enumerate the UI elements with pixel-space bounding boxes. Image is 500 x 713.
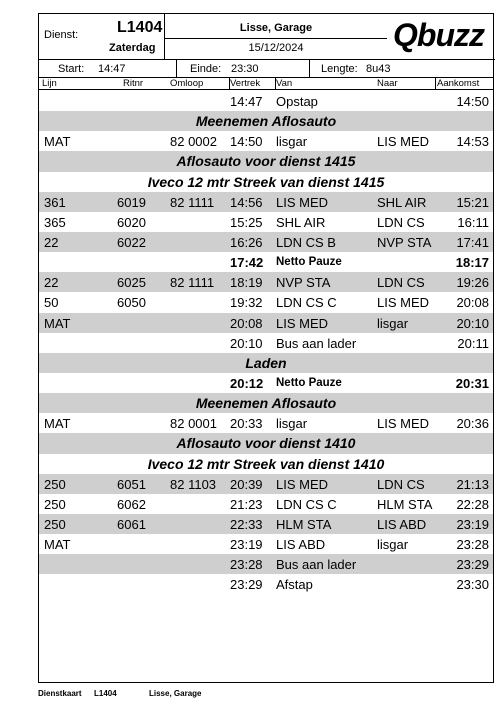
cell-van: LIS MED: [276, 476, 329, 492]
cell-ritnr: 6061: [117, 516, 146, 532]
trip-row: [39, 554, 493, 574]
cell-aankomst: 23:30: [456, 577, 489, 593]
cell-lijn: 361: [44, 194, 66, 210]
section-header: [39, 151, 493, 171]
section-title: Laden: [245, 354, 287, 371]
cell-lijn: 22: [44, 275, 59, 291]
cell-ritnr: 6051: [117, 476, 146, 492]
cell-van: LDN CS C: [276, 295, 337, 311]
cell-vertrek: 18:19: [230, 275, 263, 291]
section-header: [39, 111, 493, 131]
cell-van: LDN CS B: [276, 234, 336, 250]
cell-van: LIS ABD: [276, 537, 326, 553]
cell-aankomst: 23:29: [456, 557, 489, 573]
trip-row: [39, 272, 493, 292]
cell-lijn: 250: [44, 496, 66, 512]
cell-vertrek: 14:50: [230, 134, 263, 150]
cell-aankomst: 22:28: [456, 496, 489, 512]
cell-van: lisgar: [276, 134, 308, 150]
cell-van: LIS MED: [276, 315, 329, 331]
cell-vertrek: 20:33: [230, 416, 263, 432]
section-header: [39, 172, 493, 192]
cell-van: Bus aan lader: [276, 335, 357, 351]
trip-row: [39, 313, 493, 333]
trip-row: [39, 494, 493, 514]
col-aankomst: Aankomst: [437, 78, 480, 89]
col-naar: Naar: [377, 78, 398, 89]
location-header: [165, 14, 387, 60]
cell-aankomst: 14:53: [456, 134, 489, 150]
lengte-value: 8u43: [366, 63, 391, 75]
cell-aankomst: 21:13: [456, 476, 489, 492]
dienst-label: Dienst:: [44, 29, 79, 41]
date: 15/12/2024: [248, 42, 304, 54]
divider: [435, 78, 436, 89]
cell-lijn: 365: [44, 214, 66, 230]
trip-row: [39, 212, 493, 232]
dienst-day: Zaterdag: [109, 42, 156, 54]
section-header: [39, 353, 493, 373]
section-header: [39, 393, 493, 413]
cell-aankomst: 20:08: [456, 295, 489, 311]
cell-van: LIS MED: [276, 194, 329, 210]
cell-aankomst: 20:11: [457, 335, 489, 351]
cell-van: LDN CS C: [276, 496, 337, 512]
trip-row: [39, 292, 493, 312]
cell-vertrek: 20:10: [230, 335, 263, 351]
cell-ritnr: 6050: [117, 295, 146, 311]
cell-aankomst: 20:31: [455, 375, 489, 391]
cell-aankomst: 20:10: [456, 315, 489, 331]
cell-vertrek: 23:29: [230, 577, 263, 593]
cell-naar: LDN CS: [377, 275, 425, 291]
cell-naar: LIS MED: [377, 295, 430, 311]
cell-lijn: 250: [44, 476, 66, 492]
trip-row: [39, 514, 493, 534]
cell-van: Afstap: [276, 577, 313, 593]
cell-lijn: MAT: [44, 315, 71, 331]
divider: [229, 78, 230, 89]
trip-row: [39, 474, 493, 494]
section-title: Meenemen Aflosauto: [195, 113, 337, 130]
trip-row: [39, 232, 493, 252]
cell-lijn: 50: [44, 295, 59, 311]
cell-van: Opstap: [276, 94, 318, 109]
schedule-rows: [39, 91, 493, 595]
section-title: Iveco 12 mtr Streek van dienst 1410: [147, 455, 385, 472]
trip-row: [39, 131, 493, 151]
section-header: [39, 454, 493, 474]
cell-lijn: MAT: [44, 537, 71, 553]
cell-vertrek: 19:32: [230, 295, 263, 311]
cell-vertrek: 22:33: [230, 516, 263, 532]
cell-aankomst: 14:50: [456, 94, 489, 109]
trip-row: [39, 91, 493, 111]
start-time: 14:47: [98, 63, 126, 75]
duty-card: [38, 13, 494, 683]
cell-naar: LIS MED: [377, 134, 430, 150]
trip-row: [39, 192, 493, 212]
cell-naar: lisgar: [377, 537, 409, 553]
logo-box: [387, 14, 495, 60]
trip-row: [39, 534, 493, 554]
section-title: Aflosauto voor dienst 1415: [176, 153, 356, 170]
section-title: Meenemen Aflosauto: [195, 395, 337, 412]
cell-ritnr: 6019: [117, 194, 146, 210]
cell-van: HLM STA: [276, 516, 332, 532]
footer-location: Lisse, Garage: [149, 689, 202, 698]
cell-ritnr: 6022: [117, 234, 146, 250]
cell-lijn: MAT: [44, 416, 71, 432]
cell-vertrek: 21:23: [230, 496, 263, 512]
cell-lijn: 250: [44, 516, 66, 532]
cell-van: Netto Pauze: [276, 256, 342, 269]
cell-vertrek: 20:12: [230, 375, 264, 391]
trip-row: [39, 574, 493, 594]
trip-row: [39, 333, 493, 353]
divider: [176, 60, 177, 77]
cell-naar: LIS MED: [377, 416, 430, 432]
cell-naar: LIS ABD: [377, 516, 427, 532]
col-omloop: Omloop: [170, 78, 204, 89]
cell-aankomst: 18:17: [455, 255, 489, 271]
cell-naar: HLM STA: [377, 496, 433, 512]
einde-time: 23:30: [231, 63, 259, 75]
pause-row: [39, 252, 493, 272]
cell-aankomst: 23:28: [456, 537, 489, 553]
cell-omloop: 82 1103: [170, 476, 217, 492]
section-header: [39, 433, 493, 453]
col-lijn: Lijn: [42, 78, 57, 89]
cell-omloop: 82 0001: [170, 416, 217, 432]
cell-van: SHL AIR: [276, 214, 326, 230]
cell-aankomst: 19:26: [456, 275, 489, 291]
cell-van: lisgar: [276, 416, 308, 432]
location: Lisse, Garage: [239, 22, 313, 34]
cell-ritnr: 6062: [117, 496, 146, 512]
divider: [309, 60, 310, 77]
cell-naar: NVP STA: [377, 234, 432, 250]
lengte-label: Lengte:: [321, 63, 358, 75]
cell-naar: SHL AIR: [377, 194, 427, 210]
cell-aankomst: 15:21: [456, 194, 489, 210]
col-van: Van: [276, 78, 293, 89]
footer-code: L1404: [94, 689, 117, 698]
qbuzz-logo: Qbuzz: [393, 17, 484, 53]
section-title: Aflosauto voor dienst 1410: [176, 435, 356, 452]
cell-vertrek: 23:28: [230, 557, 263, 573]
duty-header: [39, 14, 165, 60]
cell-omloop: 82 0002: [170, 134, 217, 150]
dienst-code: L1404: [117, 19, 163, 36]
cell-aankomst: 17:41: [456, 234, 489, 250]
cell-vertrek: 14:56: [230, 194, 263, 210]
cell-omloop: 82 1111: [170, 275, 215, 291]
cell-vertrek: 20:39: [230, 476, 263, 492]
divider: [165, 38, 387, 39]
cell-vertrek: 14:47: [230, 94, 263, 109]
cell-van: Netto Pauze: [276, 376, 342, 389]
section-title: Iveco 12 mtr Streek van dienst 1415: [147, 173, 385, 190]
cell-vertrek: 15:25: [230, 214, 263, 230]
einde-label: Einde:: [190, 63, 222, 75]
cell-aankomst: 16:11: [457, 214, 489, 230]
cell-lijn: MAT: [44, 134, 71, 150]
pause-row: [39, 373, 493, 393]
cell-vertrek: 23:19: [230, 537, 263, 553]
col-ritnr: Ritnr: [123, 78, 144, 89]
cell-aankomst: 20:36: [456, 416, 489, 432]
cell-aankomst: 23:19: [456, 516, 489, 532]
trip-row: [39, 413, 493, 433]
cell-ritnr: 6025: [117, 275, 146, 291]
cell-omloop: 82 1111: [170, 194, 215, 210]
col-vertrek: Vertrek: [230, 78, 261, 89]
cell-naar: lisgar: [377, 315, 409, 331]
cell-naar: LDN CS: [377, 214, 425, 230]
cell-vertrek: 17:42: [230, 255, 264, 271]
times-bar: [39, 60, 493, 78]
cell-vertrek: 20:08: [230, 315, 263, 331]
cell-van: NVP STA: [276, 275, 331, 291]
cell-lijn: 22: [44, 234, 59, 250]
cell-vertrek: 16:26: [230, 234, 263, 250]
cell-van: Bus aan lader: [276, 557, 357, 573]
column-header: [39, 78, 493, 90]
divider: [275, 78, 276, 89]
start-label: Start:: [58, 63, 85, 75]
cell-naar: LDN CS: [377, 476, 425, 492]
cell-ritnr: 6020: [117, 214, 146, 230]
footer-label: Dienstkaart: [38, 689, 82, 698]
